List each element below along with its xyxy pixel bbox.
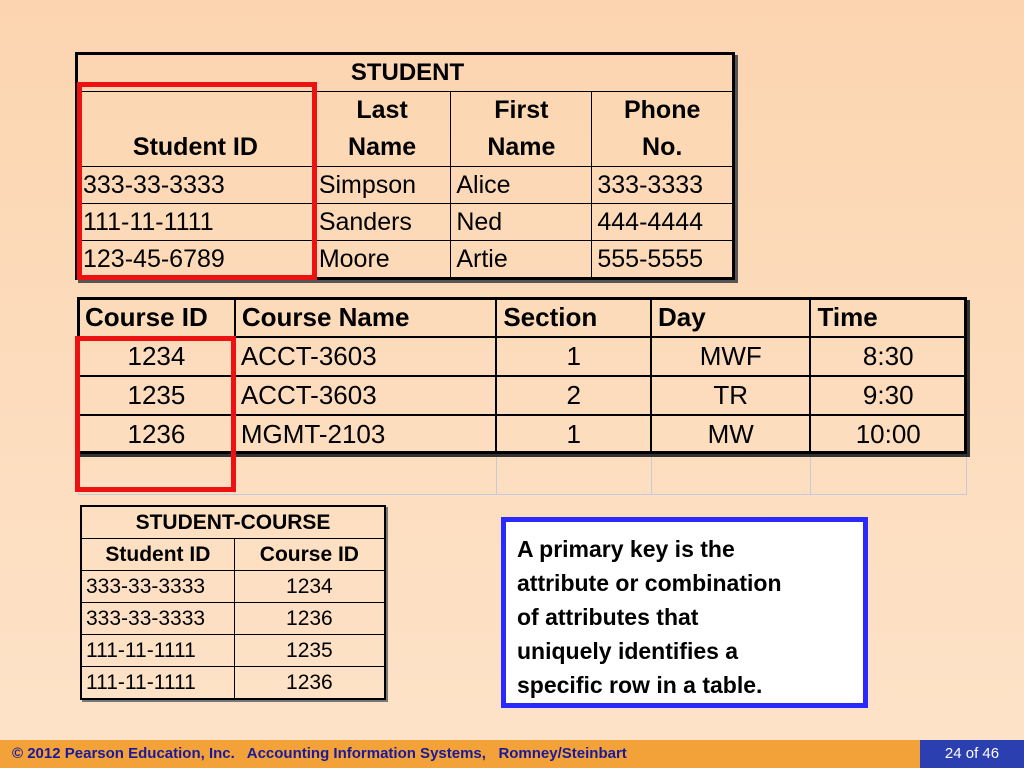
cell-course-id: 1236 [78,415,235,455]
header-course-name: Course Name [235,298,497,337]
cell-course-name: ACCT-3603 [235,337,497,376]
cell-section: 1 [496,415,651,455]
cell-time: 10:00 [810,415,966,455]
cell-course-name: ACCT-3603 [235,376,497,415]
course-id-highlight-box [75,336,236,492]
student-table-title: STUDENT [77,54,734,92]
cell-student-id: 123-45-6789 [77,241,314,279]
student-course-table [80,505,386,700]
empty-cell [810,455,966,495]
note-line: uniquely identifies a [517,638,739,664]
empty-cell [496,455,651,495]
table-row [81,603,385,635]
cell-phone: 333-3333 [592,167,734,204]
header-course-id: Course ID [78,298,235,337]
header-time: Time [810,298,966,337]
cell-time: 8:30 [810,337,966,376]
cell-day: MW [651,415,810,455]
cell-student-id: 333-33-3333 [81,603,234,635]
cell-student-id: 333-33-3333 [77,167,314,204]
cell-course-id: 1235 [78,376,235,415]
note-line: attribute or combination [517,570,782,596]
primary-key-note [501,517,868,708]
student-course-header-row [81,539,385,571]
cell-student-id: 333-33-3333 [81,571,234,603]
header-phone-no: Phone No. [592,92,734,167]
cell-first-name: Alice [451,167,592,204]
student-course-table-title: STUDENT-COURSE [81,506,385,539]
cell-course-id: 1234 [234,571,385,603]
cell-course-id: 1235 [234,635,385,667]
table-row [81,667,385,700]
course-header-row [78,298,966,337]
header-student-id: Student ID [77,92,314,167]
header-last-name: Last Name [313,92,451,167]
header-day: Day [651,298,810,337]
table-row [81,635,385,667]
cell-day: MWF [651,337,810,376]
cell-section: 2 [496,376,651,415]
footer-copyright: © 2012 Pearson Education, Inc. Accounting Information Systems, Romney/Steinbart [12,745,627,762]
footer-bar [0,740,1024,768]
cell-time: 9:30 [810,376,966,415]
cell-last-name: Moore [313,241,451,279]
cell-student-id: 111-11-1111 [77,204,314,241]
student-id-highlight-box [77,82,317,280]
header-course-id: Course ID [234,539,385,571]
note-line: of attributes that [517,604,699,630]
cell-student-id: 111-11-1111 [81,667,234,700]
empty-cell [235,455,497,495]
header-section: Section [496,298,651,337]
cell-course-id: 1236 [234,667,385,700]
cell-day: TR [651,376,810,415]
cell-student-id: 111-11-1111 [81,635,234,667]
student-course-title-row [81,506,385,539]
header-student-id: Student ID [81,539,234,571]
cell-first-name: Ned [451,204,592,241]
cell-last-name: Simpson [313,167,451,204]
note-line: specific row in a table. [517,672,763,698]
cell-phone: 555-5555 [592,241,734,279]
table-row [81,571,385,603]
cell-course-id: 1236 [234,603,385,635]
cell-last-name: Sanders [313,204,451,241]
cell-phone: 444-4444 [592,204,734,241]
cell-course-name: MGMT-2103 [235,415,497,455]
cell-course-id: 1234 [78,337,235,376]
cell-section: 1 [496,337,651,376]
cell-first-name: Artie [451,241,592,279]
empty-cell [651,455,810,495]
page-number: 24 of 46 [920,740,1024,768]
header-first-name: First Name [451,92,592,167]
note-line: A primary key is the [517,536,735,562]
